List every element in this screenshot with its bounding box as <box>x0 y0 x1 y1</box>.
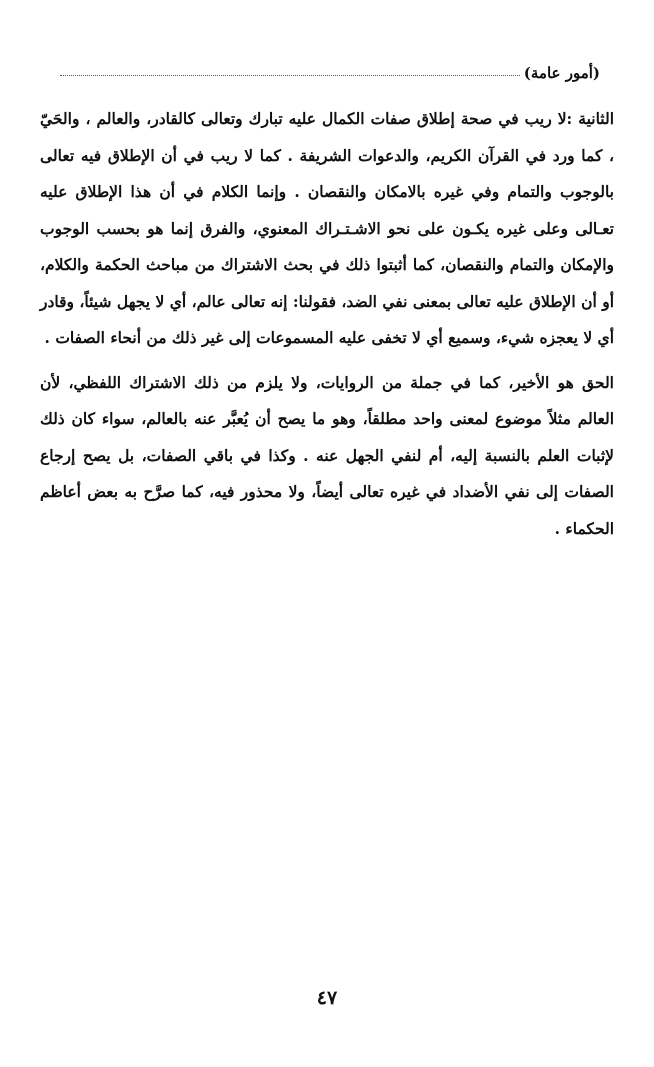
page-number: ٤٧ <box>316 987 338 1009</box>
running-header-title: (أمور عامة) <box>523 64 600 82</box>
dotted-leader-line <box>60 75 520 76</box>
paragraph-truth: الحق هو الأخير، كما في جملة من الروايات، ولا يلزم من ذلك الاشتراك اللفظي، لأن العالم مثلاً موضوع لمعنى واحد مطلقاً، وهو ما يصح أن يُعبَّر عنه بالعالم، سواء كان ذلك لإثبات العلم بالنسبة إليه، أم لنفي الجهل عنه . وكذا في باقي الصفات، بل يصح إرجاع الصفات إلى نفي الأضداد في غيره تعالى أيضاً، ولا محذور فيه، كما صرَّح به بعض أعاظم الحكماء . <box>40 372 614 538</box>
running-header <box>60 56 600 82</box>
paragraph-second-issue: الثانية :لا ريب في صحة إطلاق صفات الكمال عليه تبارك وتعالى كالقادر، والعالم ، والحَيّ ، كما ورد في القرآن الكريم، والدعوات الشريفة . كما لا ريب في أن الإطلاق فيه تعالى بالوجوب والتمام وفي غيره بالامكان والنقصان . وإنما الكلام في أن هذا الإطلاق عليه تعـالى وعلى غيره يكـون على نحو الاشـتـراك المعنوي، والفرق إنما هو بحسب الوجوب والإمكان والتمام والنقصان، كما أثبتوا ذلك في بحث الاشتراك من مباحث الحكمة والكلام، أو أن الإطلاق عليه تعالى بمعنى نفي الضد، فقولنا: إنه تعالى عالم، أي لا يجهل شيئاً، وقادر أي لا يعجزه شيء، وسميع أي لا تخفى عليه المسموعات إلى غير ذلك من أنحاء الصفات . <box>40 109 614 347</box>
body-text <box>40 101 614 547</box>
